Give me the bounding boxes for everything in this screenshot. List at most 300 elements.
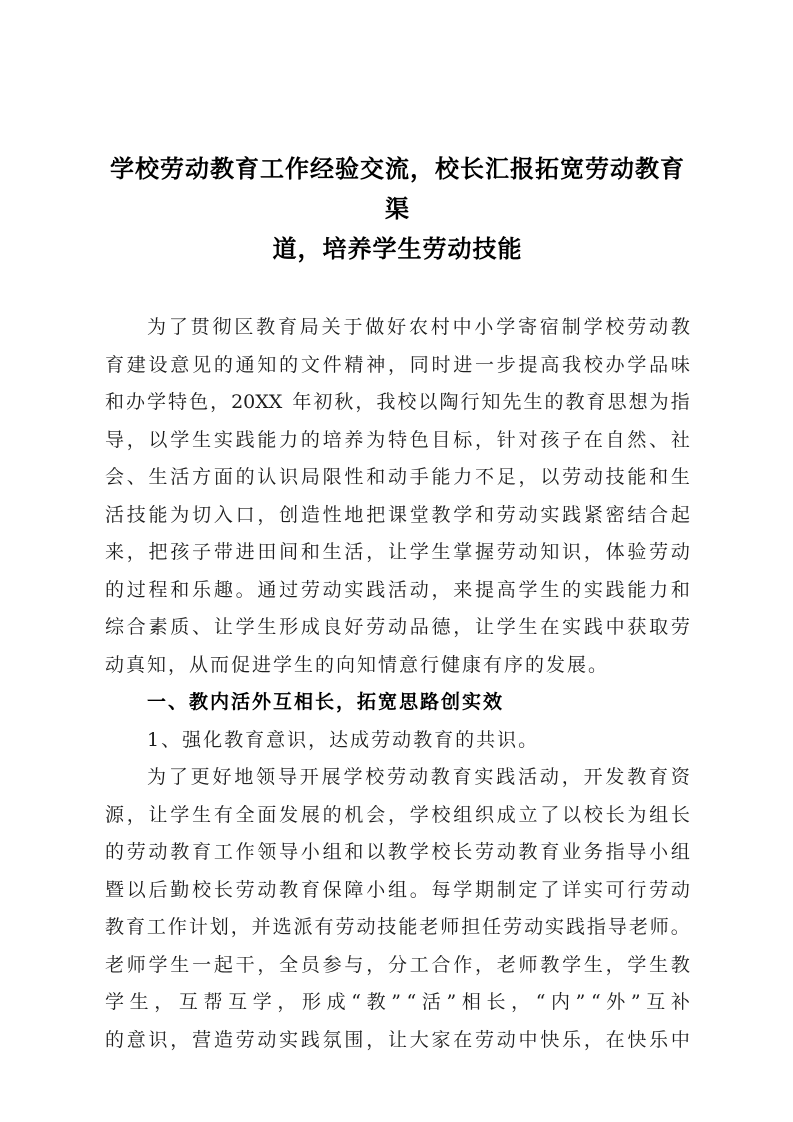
glyph: 过 [126,578,146,601]
glyph: 学 [453,878,473,901]
glyph: 劳 [496,541,516,563]
glyph: 让 [148,803,168,826]
glyph: 师 [649,916,669,938]
glyph: 方 [192,466,212,488]
glyph: 工 [409,953,429,976]
glyph: 合 [431,953,451,976]
glyph: ， [475,428,495,451]
glyph: 知 [481,391,501,413]
glyph: 让 [387,541,407,563]
glyph: ， [210,391,230,413]
glyph: 的 [544,391,564,413]
glyph: 进 [453,353,473,376]
glyph: 践 [565,916,585,938]
glyph: 素 [148,616,168,638]
glyph: 勤 [170,878,190,901]
glyph: 为 [627,803,647,826]
glyph: 不 [475,466,495,488]
glyph: 意 [170,353,190,376]
glyph: 帮 [203,991,223,1013]
glyph: 生 [322,541,342,563]
glyph: ” [391,991,401,1013]
glyph: 践 [605,578,625,601]
glyph: 践 [562,503,582,526]
glyph: 力 [279,428,299,451]
glyph: 学 [343,766,363,788]
glyph: 以 [418,391,438,413]
glyph: 、 [649,428,669,451]
glyph: 步 [496,353,516,376]
glyph: 的 [105,841,125,863]
glyph: ， [170,1028,190,1051]
glyph: 。 [235,578,255,601]
glyph: 可 [605,878,625,901]
glyph: 员 [300,953,320,976]
glyph: 动 [356,916,376,938]
glyph: 和 [300,541,320,563]
glyph: 动 [408,766,428,788]
glyph: 动 [518,503,538,526]
glyph: 件 [322,353,342,376]
glyph: 活 [344,541,364,563]
glyph: 和 [475,503,495,526]
glyph: 了 [540,803,560,826]
glyph: 劳 [475,1028,495,1051]
glyph: 工 [213,841,233,863]
glyph: 做 [365,316,385,338]
glyph: 定 [518,878,538,901]
glyph: 并 [251,916,271,938]
glyph: 业 [562,841,582,863]
glyph: 技 [377,916,397,938]
glyph: 校 [431,803,451,826]
glyph: 和 [670,578,690,601]
glyph: 创 [279,503,299,526]
glyph: 结 [627,503,647,526]
glyph: 中 [605,616,625,638]
glyph: 详 [562,878,582,901]
glyph: 把 [366,503,386,526]
glyph: 学 [409,541,429,563]
glyph: 教 [627,766,647,788]
glyph: 学 [496,316,516,338]
glyph: 导 [105,428,125,451]
glyph: 践 [300,1028,320,1051]
body-text-line [105,872,690,910]
glyph: 动 [583,466,603,488]
glyph: 实 [583,578,603,601]
glyph: 全 [235,803,255,826]
title-line-2: 道，培养学生劳动技能 [272,236,523,263]
glyph: 以 [562,803,582,826]
glyph: 教 [540,953,560,976]
glyph: 形 [279,616,299,638]
glyph: 校 [583,803,603,826]
glyph: 劳 [670,616,690,638]
body-text-line [105,497,690,535]
glyph: 精 [344,353,364,376]
glyph: 堂 [409,503,429,526]
glyph: 让 [475,616,495,638]
glyph: 起 [213,953,233,976]
glyph: 动 [148,841,168,863]
glyph: 彻 [212,316,232,338]
glyph: 能 [148,503,168,526]
body-text-line [105,984,690,1022]
glyph: 担 [461,916,481,938]
glyph: 动 [649,316,669,338]
glyph: 和 [105,391,125,413]
glyph: 和 [344,841,364,863]
glyph: 学 [409,803,429,826]
glyph: 践 [583,616,603,638]
glyph: “ [351,991,361,1013]
glyph: 特 [168,391,188,413]
glyph: 在 [605,1028,625,1051]
glyph: 成 [496,803,516,826]
glyph: 的 [105,1028,125,1051]
glyph: 孩 [170,541,190,563]
glyph: 践 [235,428,255,451]
glyph: 成 [300,616,320,638]
glyph: 过 [279,578,299,601]
glyph: 资 [670,766,690,788]
glyph: 长 [453,841,473,863]
glyph: 年 [292,391,312,413]
body-text-line [105,759,690,797]
glyph: 学 [147,391,167,413]
glyph: 教 [170,841,190,863]
glyph: 教 [431,503,451,526]
glyph: 生 [540,578,560,601]
glyph: 限 [322,466,342,488]
glyph: 学 [170,803,190,826]
glyph: 色 [189,391,209,413]
glyph: 设 [148,353,168,376]
body-text-line [105,609,690,647]
glyph: 、 [192,616,212,638]
glyph: 校 [583,353,603,376]
section-heading-line: 一、教内活外互相长，拓宽思路创实效 [147,691,505,713]
glyph: 师 [518,953,538,976]
glyph: 能 [627,466,647,488]
glyph: ， [475,953,495,976]
glyph: 教 [670,953,690,976]
glyph: 地 [234,766,254,788]
glyph: 以 [540,466,560,488]
glyph: 课 [387,503,407,526]
glyph: “ [406,991,417,1013]
glyph: 动 [670,878,690,901]
glyph: 育 [649,766,669,788]
glyph: 与 [344,953,364,976]
glyph: 校 [192,878,212,901]
glyph: 技 [126,503,146,526]
glyph: 织 [475,803,495,826]
glyph: 生 [523,391,543,413]
glyph: 动 [670,541,690,563]
glyph: 提 [475,578,495,601]
glyph: 后 [148,878,168,901]
glyph: 干 [235,953,255,976]
glyph: 实 [344,578,364,601]
glyph: 开 [299,766,319,788]
glyph: 育 [192,841,212,863]
glyph: 于 [343,316,363,338]
glyph: 能 [627,578,647,601]
glyph: 教 [366,991,386,1013]
glyph: 学 [518,578,538,601]
glyph: 行 [627,878,647,901]
glyph: 性 [322,503,342,526]
glyph: 形 [302,991,322,1013]
glyph: 让 [387,1028,407,1051]
glyph: 认 [257,466,277,488]
glyph: 口 [235,503,255,526]
glyph: 互 [646,991,666,1013]
glyph: 会 [105,466,125,488]
glyph: 能 [398,916,418,938]
glyph: 来 [453,578,473,601]
glyph: 一 [192,953,212,976]
glyph: 营 [192,1028,212,1051]
glyph: 对 [518,428,538,451]
glyph: 寄 [518,316,538,338]
glyph: 实 [474,766,494,788]
body-text-line [105,947,690,985]
glyph: 学 [562,953,582,976]
glyph: 活 [518,766,538,788]
glyph: 师 [126,953,146,976]
glyph: 劳 [503,916,523,938]
glyph: 初 [313,391,333,413]
glyph: 教 [565,391,585,413]
glyph: 会 [366,803,386,826]
glyph: 高 [540,353,560,376]
glyph: 劳 [649,541,669,563]
glyph: 动 [539,766,559,788]
glyph: 和 [649,466,669,488]
glyph: 老 [105,953,125,976]
glyph: 机 [344,803,364,826]
glyph: 实 [545,916,565,938]
glyph: 有 [314,916,334,938]
glyph: 知 [257,353,277,376]
glyph: 长 [213,878,233,901]
glyph: 造 [300,503,320,526]
glyph: 指 [670,391,690,413]
glyph: 起 [670,503,690,526]
glyph: 期 [475,878,495,901]
glyph: 校 [365,766,385,788]
glyph: 意 [126,1028,146,1051]
glyph: ， [230,916,250,938]
glyph: 然 [627,428,647,451]
glyph: 了 [168,766,188,788]
glyph: 村 [430,316,450,338]
glyph: 和 [170,578,190,601]
glyph: 育 [105,353,125,376]
glyph: 小 [366,878,386,901]
glyph: 导 [279,841,299,863]
glyph: 和 [366,466,386,488]
glyph: 全 [279,953,299,976]
glyph: 劳 [649,878,669,901]
document-title [105,150,690,270]
glyph: 的 [105,578,125,601]
glyph: 我 [376,391,396,413]
glyph: 活 [421,991,441,1013]
glyph: 劳 [387,766,407,788]
glyph: ， [561,766,581,788]
glyph: 教 [256,316,276,338]
glyph: 学 [235,616,255,638]
glyph: 力 [649,578,669,601]
glyph: ， [511,991,531,1013]
glyph: 外 [606,991,626,1013]
glyph: 教 [387,841,407,863]
glyph: 保 [322,878,342,901]
glyph: 活 [387,578,407,601]
glyph: 合 [126,616,146,638]
glyph: 互 [228,991,248,1013]
glyph: 技 [605,466,625,488]
title-line-1: 学校劳动教育工作经验交流，校长汇报拓宽劳动教育渠 [110,156,685,223]
glyph: “ [535,991,546,1013]
glyph: 实 [583,878,603,901]
glyph: 20XX [231,391,283,413]
glyph: 学 [252,991,272,1013]
glyph: 识 [148,1028,168,1051]
glyph: 的 [235,466,255,488]
glyph: 动 [496,1028,516,1051]
glyph: 组 [649,803,669,826]
glyph: 秋 [334,391,354,413]
glyph: ， [583,1028,603,1051]
glyph: 教 [670,316,690,338]
glyph: 学 [409,841,429,863]
glyph: 能 [431,466,451,488]
glyph: 入 [213,503,233,526]
glyph: 实 [562,616,582,638]
glyph: 为 [147,316,167,338]
glyph: 动 [257,878,277,901]
glyph: 学 [627,353,647,376]
glyph: 导 [607,916,627,938]
body-text-line [105,572,690,610]
glyph: 一 [475,353,495,376]
glyph: 在 [583,428,603,451]
glyph: 氛 [322,1028,342,1051]
glyph: 制 [496,878,516,901]
glyph: 作 [235,841,255,863]
glyph: 取 [649,616,669,638]
glyph: 快 [540,1028,560,1051]
glyph: 老 [419,916,439,938]
glyph: 体 [605,541,625,563]
glyph: 培 [322,428,342,451]
glyph: 品 [649,353,669,376]
glyph: 领 [256,766,276,788]
glyph: 养 [344,428,364,451]
glyph: 校 [605,316,625,338]
glyph: 育 [586,391,606,413]
glyph: 局 [300,466,320,488]
glyph: 作 [167,916,187,938]
glyph: 德 [431,616,451,638]
glyph: 生 [518,616,538,638]
glyph: 组 [670,841,690,863]
glyph: 劳 [300,578,320,601]
glyph: 动 [322,578,342,601]
glyph: ， [154,991,174,1013]
glyph: 动 [518,541,538,563]
glyph: 校 [431,841,451,863]
glyph: 地 [344,503,364,526]
glyph: 选 [272,916,292,938]
body-text-line [105,384,690,422]
glyph: ， [126,541,146,563]
glyph: 色 [409,428,429,451]
glyph: 通 [257,578,277,601]
glyph: 提 [518,353,538,376]
glyph: 老 [496,953,516,976]
glyph: 学 [627,953,647,976]
glyph: 劳 [627,316,647,338]
glyph: 生 [670,466,690,488]
glyph: ， [366,953,386,976]
glyph: 立 [518,803,538,826]
glyph: 围 [344,1028,364,1051]
glyph: 有 [213,803,233,826]
glyph: 家 [431,1028,451,1051]
glyph: 在 [453,1028,473,1051]
glyph: 老 [628,916,648,938]
glyph: ， [453,616,473,638]
glyph: 的 [213,353,233,376]
glyph: 师 [440,916,460,938]
glyph: 学 [583,316,603,338]
glyph: 组 [453,803,473,826]
glyph: 育 [452,766,472,788]
glyph: 为 [366,428,386,451]
body-text-line [105,309,690,347]
glyph: 分 [387,953,407,976]
glyph: 展 [300,803,320,826]
glyph: 、 [126,466,146,488]
glyph: “ [590,991,601,1013]
glyph: 生 [192,428,212,451]
glyph: 。 [670,916,690,938]
glyph: 以 [126,878,146,901]
body-text-line [105,422,690,460]
glyph: 手 [409,466,429,488]
glyph: 学 [170,428,190,451]
glyph: 教 [105,916,125,938]
glyph: 开 [583,766,603,788]
glyph: 学 [453,503,473,526]
glyph: 务 [583,841,603,863]
glyph: 在 [540,616,560,638]
glyph: 大 [409,1028,429,1051]
glyph: 子 [562,428,582,451]
glyph: 育 [300,878,320,901]
glyph: 标 [453,428,473,451]
glyph: 高 [496,578,516,601]
glyph: 孩 [540,428,560,451]
glyph: 针 [496,428,516,451]
glyph: 带 [213,541,233,563]
